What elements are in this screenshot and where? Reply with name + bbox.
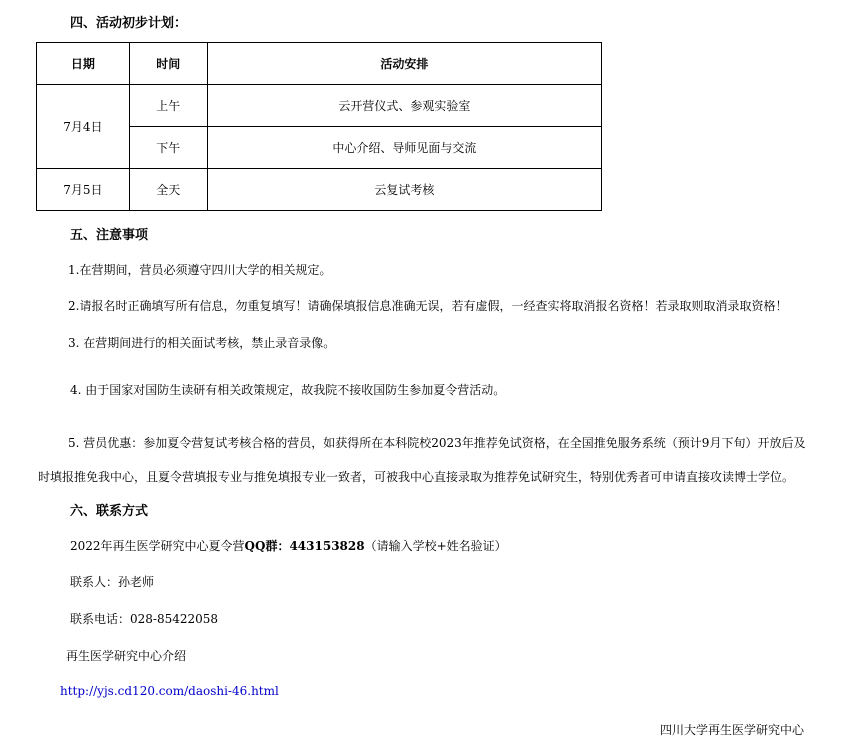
center-intro: 再生医学研究中心介绍 xyxy=(66,649,187,663)
cell-time: 上午 xyxy=(129,85,207,127)
header-activity: 活动安排 xyxy=(207,43,601,85)
qq-number: QQ群：443153828 xyxy=(244,539,365,553)
signature: 四川大学再生医学研究中心 xyxy=(660,723,805,737)
qq-group-line xyxy=(70,537,507,554)
note-3: 3. 在营期间进行的相关面试考核，禁止录音录像。 xyxy=(68,336,336,350)
qq-prefix: 2022年再生医学研究中心夏令营 xyxy=(70,539,245,553)
cell-time: 下午 xyxy=(129,127,207,169)
cell-date: 7月4日 xyxy=(37,85,130,169)
contact-phone: 联系电话：028-85422058 xyxy=(70,612,219,626)
schedule-table xyxy=(36,42,602,211)
header-date: 日期 xyxy=(37,43,130,85)
cell-activity: 中心介绍、导师见面与交流 xyxy=(207,127,601,169)
note-5: 5. 营员优惠：参加夏令营复试考核合格的营员，如获得所在本科院校2023年推荐免试资格，在全国推免服务系统（预计9月下旬）开放后及时填报推免我中心，且夏令营填报专业与推免填报专业一致者，可被我中心直接录取为推荐免试研究生，特别优秀者可申请直接攻读博士学位。 xyxy=(38,436,806,484)
table-row xyxy=(37,169,602,211)
center-intro-link[interactable]: http://yjs.cd120.com/daoshi-46.html xyxy=(60,684,279,698)
contact-person: 联系人：孙老师 xyxy=(70,575,155,589)
cell-activity: 云开营仪式、参观实验室 xyxy=(207,85,601,127)
section5-heading: 五、注意事项 xyxy=(70,228,149,243)
table-row xyxy=(37,85,602,127)
cell-time: 全天 xyxy=(129,169,207,211)
cell-date: 7月5日 xyxy=(37,169,130,211)
note-1: 1.在营期间，营员必须遵守四川大学的相关规定。 xyxy=(68,263,332,277)
section6-heading: 六、联系方式 xyxy=(70,504,149,519)
header-time: 时间 xyxy=(129,43,207,85)
note-4: 4. 由于国家对国防生读研有相关政策规定，故我院不接收国防生参加夏令营活动。 xyxy=(70,383,506,397)
cell-activity: 云复试考核 xyxy=(207,169,601,211)
table-header-row xyxy=(37,43,602,85)
qq-suffix: （请输入学校+姓名验证） xyxy=(364,539,507,553)
note-2: 2.请报名时正确填写所有信息，勿重复填写！请确保填报信息准确无误，若有虚假，一经查实将取消报名资格！若录取则取消录取资格！ xyxy=(68,299,788,313)
section4-heading: 四、活动初步计划： xyxy=(70,16,188,31)
